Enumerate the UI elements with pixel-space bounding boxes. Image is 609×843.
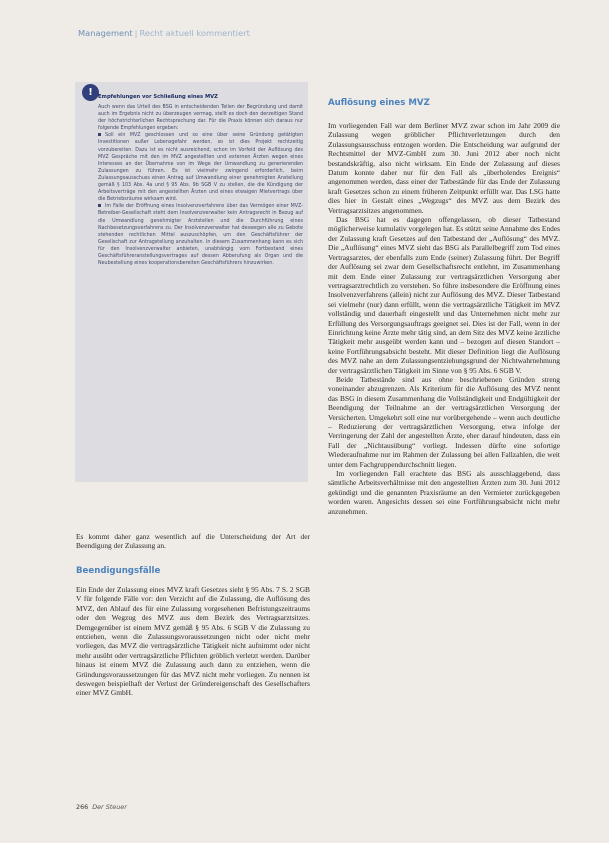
left-body-paragraph: Ein Ende der Zulassung eines MVZ kraft Gesetzes sieht § 95 Abs. 7 S. 2 SGB V für folgende Fälle vor: den Verzicht auf die Zulassung, die Auflösung des MVZ, den Ablauf des für eine Zulassung vorgesehenen Befristungszeitraums oder den Wegzug des MVZ aus dem Bezirk des Vertragsarztsitzes. Demgegenüber ist einem MVZ gemäß § 95 Abs. 6 SGB V die Zulassung zu entziehen, wenn die Zulassungsvoraussetzungen nicht oder nicht mehr vorliegen, das MVZ die vertragsärztliche Tätigkeit nicht aufnimmt oder nicht mehr ausübt oder vertragsärztliche Pflichten gröblich verletzt werden. Darüber hinaus ist einem MVZ die Zulassung auch dann zu entziehen, wenn die Gründungsvoraussetzungen für das MVZ nicht mehr vorliegen. Zu nennen ist deswegen beispielhaft der Verlust der Gründereigenschaft des Gesellschafters einer MVZ GmbH.	[76, 585, 310, 698]
left-intro	[76, 532, 310, 551]
recommendation-paragraph: Auch wenn das Urteil des BSG in entscheidenden Teilen der Begründung und damit auch im Ergebnis nicht zu überzeugen vermag, stellt es doch den derzeitigen Stand der höchstrichterlichen Rechtsprechung dar. Für die Praxis können sich daraus nur folgende Empfehlungen ergeben:	[98, 105, 303, 132]
running-header	[78, 28, 250, 38]
header-section: Management	[78, 28, 133, 38]
right-paragraph: Das BSG hat es dagegen offengelassen, ob dieser Tatbestand möglicherweise kumulativ vorgelegen hat. Es stützt seine Annahme des Endes der Zulassung kraft Gesetzes auf den Tatbestand der „Auflösung“ des MVZ. Die „Auflösung“ eines MVZ sieht das BSG als Parallelbegriff zum Tod eines Vertragsarztes, der ebenfalls zum Ende (seiner) Zulassung führt. Der Begriff der Auflösung sei zwar dem Gesellschaftsrecht entlehnt, im Zusammenhang mit dem Ende einer Zulassung zur vertragsärztlichen Versorgung aber vertragsarztrechtlich zu verstehen. So führe insbesondere die Eröffnung eines Insolvenzverfahrens (allein) nicht zur Auflösung des MVZ. Dieser Tatbestand sei vielmehr (nur) dann erfüllt, wenn die vertragsärztliche Tätigkeit im MVZ vollständig und dauerhaft eingestellt und das Unternehmen nicht mehr zur Erfüllung des Versorgungsauftrags geeignet sei. Dies ist der Fall, wenn in der Einrichtung keine Ärzte mehr tätig sind, an dem Sitz des MVZ keine ärztliche Tätigkeit mehr ausgeübt werden kann und – bezogen auf diesen Standort – keine Fortführungsabsicht besteht. Mit dieser Definition liegt die Auflösung des MVZ nahe an dem Zulassungsentziehungsgrund der Nichtwahrnehmung der vertragsärztlichen Tätigkeit im Sinne von § 95 Abs. 6 SGB V.	[328, 215, 560, 375]
right-paragraph: Im vorliegenden Fall war dem Berliner MVZ zwar schon im Jahr 2009 die Zulassung wegen gröblicher Pflichtverletzungen durch den Zulassungsausschuss entzogen worden. Die Entscheidung war aufgrund der Rechtsmittel der MVZ-GmbH zum 30. Juni 2012 aber noch nicht bestandskräftig, also nicht wirksam. Ein Ende der Zulassung auf dieses Datum konnte daher nur für den Fall als „überholendes Ereignis“ angenommen werden, dass einer der Tatbestände für das Ende der Zulassung kraft Gesetzes schon zu einem früheren Zeitpunkt erfüllt war. Das LSG hatte dies hier in Gestalt eines „Wegzugs“ des MVZ aus dem Bezirk des Vertragsarztsitzes angenommen.	[328, 121, 560, 215]
right-paragraph: Beide Tatbestände sind aus ohne beschriebenen Gründen streng voneinander abzugrenzen. Als Kriterium für die Auflösung des MVZ nennt das BSG in diesem Zusammenhang die Vollständigkeit und Endgültigkeit der Beendigung der Teilnahme an der vertragsärztlichen Versorgung der Versicherten. Umgekehrt soll eine nur vorübergehende – wenn auch deutliche – Reduzierung der vertragsärztlichen Versorgung, etwa infolge der Verringerung der Zahl der angestellten Ärzte, eher darauf hindeuten, dass ein Fall der „Nichtausübung“ vorliegt. Indessen dürfte eine sofortige Wiederaufnahme nur im Rahmen der Zulassung bei allen Fallzahlen, die weit unter dem Fachgruppendurchschnitt liegen.	[328, 374, 560, 469]
exclamation-icon: !	[82, 84, 99, 101]
header-separator: |	[134, 28, 138, 38]
header-topic: Recht aktuell kommentiert	[139, 28, 250, 38]
bullet-icon	[98, 133, 101, 136]
heading-beendigungsfaelle: Beendigungsfälle	[76, 566, 161, 576]
heading-aufloesung: Auflösung eines MVZ	[328, 98, 430, 108]
right-body	[328, 121, 560, 516]
bullet-icon	[98, 204, 101, 207]
recommendation-title: Empfehlungen vor Schließung eines MVZ	[98, 94, 218, 100]
recommendation-text	[98, 104, 303, 267]
right-paragraph: Im vorliegenden Fall erachtete das BSG als ausschlaggebend, dass sämtliche Arbeitsverhältnisse mit den angestellten Ärzten zum 30. Juni 2012 gekündigt und die genannten Praxisräume an den Vermieter zurückgegeben worden waren. Angesichts dessen sei eine Fortführungsabsicht nicht mehr anzunehmen.	[328, 469, 560, 516]
left-intro-paragraph: Es kommt daher ganz wesentlich auf die Unterscheidung der Art der Beendigung der Zulassung an.	[76, 532, 310, 551]
recommendation-bullet-text: Soll ein MVZ geschlossen und so eine über seine Gründung getätigten Investitionen außer Lebensgefahr werden, so ist dies Projekt rechtzeitig vorzubereiten. Dazu ist es nicht ausreichend, schon im Vorfeld der Auflösung des MVZ Gespräche mit den im MVZ angestellten und externen Ärzten wegen eines Interesses an der Übernahme von im Wege der Umwandlung zu generierenden Zulassungen zu führen. Es ist vielmehr zwingend erforderlich, beim Zulassungsausschuss einen Antrag auf Umwandlung einer genehmigten Anstellung gemäß § 103 Abs. 4a und § 95 Abs. 9b SGB V zu stellen, die die Kündigung der Arbeitsverträge mit den angestellten Ärzten und eines etwaigen Mietvertrags über die Betriebsräume wirksam wird.	[98, 133, 303, 203]
left-body	[76, 585, 310, 698]
page-number: 266	[76, 803, 89, 811]
recommendation-bullet	[98, 203, 303, 267]
page-footer	[76, 803, 127, 811]
recommendation-bullet-text: Im Falle der Eröffnung eines Insolvenzverfahrens über das Vermögen einer MVZ-Betreiber-Gesellschaft steht dem Insolvenzverwalter kein Antragsrecht in Bezug auf die Umwandlung genehmigter Arztstellen und die Durchführung eines Nachbesetzungsverfahrens zu. Der Insolvenzverwalter hat deswegen alle zu Gebote stehenden rechtlichen Mittel auszuschöpfen, um den Geschäftsführer der Gesellschaft zur Antragstellung anzuhalten. In diesem Zusammenhang kann es sich für den Insolvenzverwalter anbieten, unabhängig vom Fortbestand eines Geschäftsführeranstellungsvertrages auf dessen Abberufung als Organ und die Neubestellung eines kooperationsbereiten Geschäftsführers hinzuwirken.	[98, 204, 303, 267]
recommendation-bullet	[98, 132, 303, 203]
magazine-name: Der Steuer	[92, 803, 127, 811]
